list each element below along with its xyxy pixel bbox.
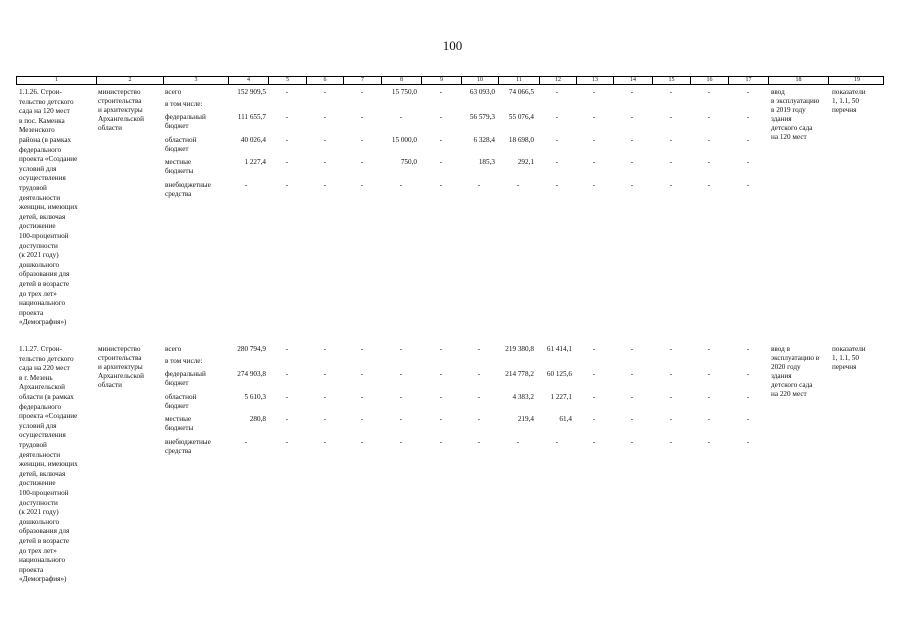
event-name-line: «Демография») [19, 575, 67, 584]
funding-source-label: средства [165, 189, 192, 198]
table-cell-col-9: - [439, 88, 443, 96]
event-name-line: условий для [19, 164, 57, 173]
table-cell-col-6: - [323, 181, 327, 189]
table-cell-col-7: - [360, 415, 364, 423]
table-cell-col-16: - [707, 345, 711, 353]
column-header-2: 2 [97, 77, 164, 84]
event-name-line: сада на 220 мест [19, 364, 70, 373]
table-cell-col-14: - [630, 393, 634, 401]
table-cell-col-11: 214 778,2 [505, 370, 534, 378]
indicator-line: показатели [832, 88, 866, 96]
table-cell-col-4: 111 655,7 [237, 113, 266, 121]
table-cell-col-6: - [323, 370, 327, 378]
funding-source-label: областной [165, 393, 197, 401]
table-cell-col-17: - [746, 113, 750, 121]
result-line: ввод [771, 88, 785, 96]
table-cell-col-4: 1 227,4 [244, 158, 266, 166]
table-cell-col-4: 152 909,5 [237, 88, 266, 96]
table-cell-col-12: - [555, 438, 559, 446]
event-name-line: Мезенского [19, 126, 55, 135]
table-cell-col-17: - [746, 415, 750, 423]
table-cell-col-9: - [439, 415, 443, 423]
table-cell-col-7: - [360, 88, 364, 96]
table-cell-col-14: - [630, 136, 634, 144]
event-name-line: 1.1.27. Строи- [19, 345, 62, 353]
table-cell-col-10: - [477, 415, 481, 423]
table-cell-col-4: 280 794,9 [237, 345, 266, 353]
funding-source-label: бюджет [165, 378, 189, 387]
column-header-15: 15 [653, 77, 691, 84]
indicator-line: 1, 1.1, 50 [832, 96, 859, 105]
table-cell-col-7: - [360, 113, 364, 121]
event-name-line: Архангельской [19, 383, 65, 392]
table-cell-col-15: - [669, 438, 673, 446]
event-name-line: 1.1.26. Строи- [19, 88, 62, 96]
event-name-line: дошкольного [19, 517, 60, 526]
event-name-line: осуществления [19, 174, 66, 183]
table-cell-col-6: - [323, 88, 327, 96]
event-name-line: федерального [19, 402, 62, 411]
column-header-5: 5 [269, 77, 307, 84]
table-cell-col-17: - [746, 345, 750, 353]
funding-source-label: местные [165, 415, 192, 423]
event-name-line: тельство детского [19, 354, 74, 363]
table-cell-col-5: - [285, 136, 289, 144]
table-column-header-row [16, 76, 884, 85]
table-cell-col-14: - [630, 438, 634, 446]
event-name-line: сада на 120 мест [19, 107, 70, 116]
event-name-line: (к 2021 году) [19, 251, 59, 260]
result-line: детского сада [771, 380, 813, 389]
table-cell-col-14: - [630, 370, 634, 378]
table-cell-col-14: - [630, 113, 634, 121]
table-cell-col-8: - [399, 345, 403, 353]
result-line: ввод в [771, 345, 790, 353]
column-header-9: 9 [422, 77, 462, 84]
result-line: 2020 году [771, 362, 801, 371]
table-cell-col-7: - [360, 393, 364, 401]
table-cell-col-13: - [592, 158, 596, 166]
table-cell-col-8: - [399, 438, 403, 446]
table-cell-col-6: - [323, 158, 327, 166]
table-cell-col-13: - [592, 136, 596, 144]
table-cell-col-6: - [323, 438, 327, 446]
table-cell-col-10: 6 328,4 [473, 136, 495, 144]
table-cell-col-17: - [746, 181, 750, 189]
table-cell-col-5: - [285, 158, 289, 166]
indicator-line: перечня [832, 362, 857, 371]
table-cell-col-10: 185,3 [478, 158, 495, 166]
table-cell-col-16: - [707, 88, 711, 96]
indicator-line: показатели [832, 345, 866, 353]
result-line: детского сада [771, 123, 813, 132]
event-name-line: дошкольного [19, 260, 60, 269]
funding-source-label: федеральный [165, 113, 206, 121]
table-cell-col-16: - [707, 370, 711, 378]
table-cell-col-17: - [746, 136, 750, 144]
table-cell-col-11: 74 066,5 [508, 88, 534, 96]
table-cell-col-12: 61,4 [559, 415, 572, 423]
table-cell-col-11: 219 380,8 [505, 345, 534, 353]
table-cell-col-5: - [285, 181, 289, 189]
table-cell-col-4: 280,8 [249, 415, 266, 423]
column-header-19: 19 [854, 77, 860, 83]
event-name-line: 100-процентной [19, 489, 69, 497]
column-header-16: 16 [691, 77, 729, 84]
table-cell-col-11: 4 383,2 [512, 393, 534, 401]
table-cell-col-10: - [477, 181, 481, 189]
executor-line: строительства [98, 96, 142, 105]
event-name-line: женщин, имеющих [19, 460, 78, 469]
table-cell-col-5: - [285, 88, 289, 96]
table-cell-col-5: - [285, 438, 289, 446]
table-cell-col-13: - [592, 438, 596, 446]
table-cell-col-7: - [360, 345, 364, 353]
event-name-line: 100-процентной [19, 232, 69, 240]
table-cell-col-15: - [669, 136, 673, 144]
table-cell-col-15: - [669, 393, 673, 401]
table-cell-col-4: - [244, 181, 248, 189]
table-cell-col-17: - [746, 158, 750, 166]
table-cell-col-6: - [323, 415, 327, 423]
table-cell-col-9: - [439, 438, 443, 446]
result-line: эксплуатацию в [771, 353, 820, 362]
table-cell-col-13: - [592, 181, 596, 189]
result-line: здания [771, 371, 792, 380]
table-cell-col-10: - [477, 345, 481, 353]
table-cell-col-10: - [477, 393, 481, 401]
table-cell-col-7: - [360, 136, 364, 144]
table-cell-col-8: - [399, 415, 403, 423]
funding-source-label: всего [165, 88, 182, 96]
event-name-line: условий для [19, 421, 57, 430]
table-cell-col-11: 219,4 [517, 415, 534, 423]
event-name-line: «Демография») [19, 318, 67, 327]
table-cell-col-5: - [285, 415, 289, 423]
event-name-line: до трех лет» [19, 546, 57, 555]
funding-source-label: в том числе: [165, 357, 203, 365]
table-cell-col-12: - [555, 181, 559, 189]
result-line: в эксплуатацию [771, 96, 820, 105]
table-cell-col-13: - [592, 113, 596, 121]
table-cell-col-14: - [630, 158, 634, 166]
event-name-line: женщин, имеющих [19, 203, 78, 212]
table-cell-col-9: - [439, 393, 443, 401]
column-header-1: 1 [17, 77, 97, 84]
table-cell-col-7: - [360, 158, 364, 166]
table-cell-col-9: - [439, 181, 443, 189]
table-cell-col-8: - [399, 181, 403, 189]
table-cell-col-14: - [630, 181, 634, 189]
executor-line: министерство [98, 88, 141, 96]
table-cell-col-8: 15 750,0 [391, 88, 417, 96]
table-cell-col-5: - [285, 113, 289, 121]
event-name-line: достижение [19, 479, 56, 488]
table-cell-col-8: 750,0 [400, 158, 417, 166]
table-cell-col-9: - [439, 113, 443, 121]
table-cell-col-7: - [360, 370, 364, 378]
event-name-line: детей в возрасте [19, 537, 70, 545]
table-cell-col-17: - [746, 370, 750, 378]
table-cell-col-6: - [323, 136, 327, 144]
funding-source-label: внебюджетные [165, 181, 211, 189]
event-name-line: деятельности [19, 193, 61, 202]
event-name-line: образования для [19, 527, 70, 536]
executor-line: области [98, 123, 123, 132]
funding-source-label: средства [165, 446, 192, 455]
table-cell-col-8: - [399, 370, 403, 378]
table-cell-col-9: - [439, 370, 443, 378]
table-cell-col-13: - [592, 345, 596, 353]
table-cell-col-11: 292,1 [517, 158, 534, 166]
event-name-line: проекта «Создание [19, 412, 78, 421]
table-cell-col-14: - [630, 88, 634, 96]
table-cell-col-17: - [746, 438, 750, 446]
table-cell-col-4: 5 610,3 [244, 393, 266, 401]
table-cell-col-17: - [746, 88, 750, 96]
table-cell-col-16: - [707, 158, 711, 166]
executor-line: строительства [98, 353, 142, 362]
table-cell-col-14: - [630, 345, 634, 353]
indicator-line: перечня [832, 105, 857, 114]
event-name-line: проекта «Создание [19, 155, 78, 164]
column-header-10: 10 [462, 77, 499, 84]
table-cell-col-12: - [555, 136, 559, 144]
event-name-line: национального [19, 299, 66, 308]
table-cell-col-11: 18 698,0 [508, 136, 534, 144]
column-header-12: 12 [540, 77, 577, 84]
executor-line: области [98, 380, 123, 389]
table-cell-col-10: 63 093,0 [469, 88, 495, 96]
table-cell-col-6: - [323, 345, 327, 353]
event-name-line: в пос. Каменка [19, 116, 65, 125]
table-cell-col-7: - [360, 438, 364, 446]
event-name-line: трудовой [19, 184, 47, 192]
column-header-7: 7 [344, 77, 382, 84]
table-cell-col-11: - [516, 438, 520, 446]
event-name-line: федерального [19, 145, 62, 154]
table-cell-col-16: - [707, 136, 711, 144]
column-header-4: 4 [229, 77, 269, 84]
table-cell-col-4: 274 903,8 [237, 370, 266, 378]
table-cell-col-12: 1 227,1 [550, 393, 572, 401]
table-cell-col-15: - [669, 158, 673, 166]
table-cell-col-7: - [360, 181, 364, 189]
event-name-line: проекта [19, 565, 44, 574]
table-cell-col-10: - [477, 438, 481, 446]
table-cell-col-11: - [516, 181, 520, 189]
executor-line: и архитектуры [98, 362, 143, 371]
funding-source-label: бюджет [165, 144, 189, 153]
table-cell-col-16: - [707, 438, 711, 446]
table-cell-col-5: - [285, 370, 289, 378]
event-name-line: (к 2021 году) [19, 508, 59, 517]
table-cell-col-15: - [669, 370, 673, 378]
event-name-line: осуществления [19, 431, 66, 440]
table-cell-col-9: - [439, 158, 443, 166]
column-header-11: 11 [499, 77, 540, 84]
table-cell-col-6: - [323, 113, 327, 121]
event-name-line: области (в рамках [19, 393, 74, 401]
table-cell-col-8: 15 000,0 [391, 136, 417, 144]
table-cell-col-4: 40 026,4 [240, 136, 266, 144]
event-name-line: образования для [19, 270, 70, 279]
executor-line: Архангельской [98, 114, 144, 123]
table-cell-col-16: - [707, 113, 711, 121]
event-name-line: трудовой [19, 441, 47, 449]
table-cell-col-11: 55 076,4 [508, 113, 534, 121]
funding-source-label: местные [165, 158, 192, 166]
event-name-line: детей, включая [19, 469, 66, 478]
funding-source-label: бюджеты [165, 166, 194, 175]
table-cell-col-9: - [439, 136, 443, 144]
table-cell-col-15: - [669, 345, 673, 353]
funding-source-label: всего [165, 345, 182, 353]
column-header-18: 18 [769, 77, 829, 84]
funding-source-label: внебюджетные [165, 438, 211, 446]
table-cell-col-6: - [323, 393, 327, 401]
column-header-6: 6 [307, 77, 344, 84]
table-cell-col-8: - [399, 393, 403, 401]
table-cell-col-15: - [669, 113, 673, 121]
table-cell-col-12: - [555, 113, 559, 121]
event-name-line: проекта [19, 308, 44, 317]
result-line: на 120 мест [771, 132, 807, 141]
table-cell-col-13: - [592, 415, 596, 423]
column-header-14: 14 [614, 77, 653, 84]
executor-line: и архитектуры [98, 105, 143, 114]
event-name-line: детей, включая [19, 212, 66, 221]
event-name-line: доступности [19, 498, 58, 507]
table-cell-col-4: - [244, 438, 248, 446]
indicator-line: 1, 1.1, 50 [832, 353, 859, 362]
result-line: здания [771, 114, 792, 123]
page-number: 100 [442, 38, 463, 53]
funding-source-label: областной [165, 136, 197, 144]
table-cell-col-5: - [285, 345, 289, 353]
funding-source-label: бюджеты [165, 423, 194, 432]
event-name-line: деятельности [19, 450, 61, 459]
table-cell-col-12: 61 414,1 [546, 345, 572, 353]
table-cell-col-10: 56 579,3 [469, 113, 495, 121]
event-name-line: района (в рамках [19, 136, 72, 144]
table-cell-col-12: - [555, 88, 559, 96]
result-line: в 2019 году [771, 105, 806, 114]
event-name-line: национального [19, 556, 66, 565]
executor-line: министерство [98, 345, 141, 353]
funding-source-label: в том числе: [165, 100, 203, 108]
table-cell-col-8: - [399, 113, 403, 121]
event-name-line: детей в возрасте [19, 280, 70, 288]
table-cell-col-15: - [669, 415, 673, 423]
table-cell-col-13: - [592, 88, 596, 96]
funding-source-label: бюджет [165, 121, 189, 130]
table-cell-col-12: - [555, 158, 559, 166]
table-cell-col-17: - [746, 393, 750, 401]
table-cell-col-5: - [285, 393, 289, 401]
column-header-17: 17 [729, 77, 769, 84]
column-header-3: 3 [164, 77, 229, 84]
table-cell-col-10: - [477, 370, 481, 378]
event-name-line: до трех лет» [19, 289, 57, 298]
column-header-13: 13 [577, 77, 614, 84]
table-cell-col-15: - [669, 88, 673, 96]
funding-source-label: федеральный [165, 370, 206, 378]
event-name-line: в г. Мезень [19, 373, 53, 382]
event-name-line: доступности [19, 241, 58, 250]
table-cell-col-16: - [707, 415, 711, 423]
table-cell-col-12: 60 125,6 [546, 370, 572, 378]
table-cell-col-16: - [707, 393, 711, 401]
table-cell-col-13: - [592, 393, 596, 401]
funding-source-label: бюджет [165, 401, 189, 410]
table-cell-col-14: - [630, 415, 634, 423]
executor-line: Архангельской [98, 371, 144, 380]
result-line: на 220 мест [771, 389, 807, 398]
table-cell-col-16: - [707, 181, 711, 189]
column-header-8: 8 [382, 77, 422, 84]
table-cell-col-9: - [439, 345, 443, 353]
table-cell-col-15: - [669, 181, 673, 189]
event-name-line: тельство детского [19, 97, 74, 106]
event-name-line: достижение [19, 222, 56, 231]
table-cell-col-13: - [592, 370, 596, 378]
